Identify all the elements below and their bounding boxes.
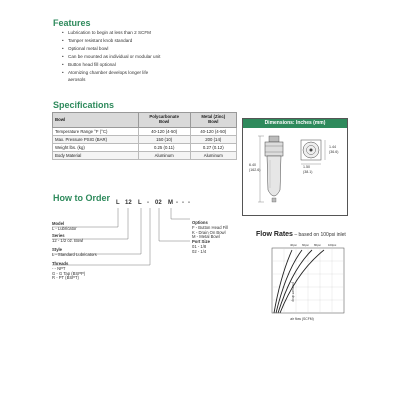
graph-x-label: air flow (SCFM) [290, 317, 314, 321]
flow-rate-graph [262, 240, 352, 325]
spec-cell: Aluminum [138, 152, 190, 160]
order-model [52, 222, 77, 232]
order-style-title: Style [52, 247, 63, 252]
table-row [53, 144, 237, 152]
spec-cell: 200 (14) [190, 136, 236, 144]
feature-item: • Tamper resistant knob standard [62, 37, 232, 45]
dimensions-panel [242, 118, 348, 216]
order-options-line: F - Button Head Fill [192, 224, 229, 230]
dimension-bottom-label: 1.50 (38.1) [303, 165, 313, 174]
spec-header-cell: Metal (Zinc) Bowl [190, 113, 236, 128]
spec-cell: 0.25 (0.11) [138, 144, 190, 152]
order-model-line: L - Lubricator [52, 225, 77, 231]
order-threads-title: Threads [52, 261, 69, 266]
order-style [52, 248, 97, 258]
spec-cell: Weight lbs. (kg) [53, 144, 139, 152]
table-row [53, 152, 237, 160]
graph-y-label: pressure drop [291, 282, 295, 302]
specifications-heading: Specifications [53, 100, 115, 110]
dimension-height-label: 6.40 (162.6) [249, 163, 261, 172]
order-options [192, 221, 228, 240]
feature-item: • Optional metal bowl [62, 45, 232, 53]
order-style-line: L - Standard Lubricators [52, 251, 97, 257]
order-threads-line: - - NPT [52, 265, 66, 271]
feature-item: • Button head fill optional [62, 61, 232, 69]
flow-curve-label: 80psi [314, 243, 321, 247]
order-port-size [192, 240, 210, 254]
code-option: M [168, 200, 173, 206]
features-heading: Features [53, 18, 91, 28]
feature-item: • Can be mounted as individual or modular unit [62, 53, 232, 61]
table-row [53, 136, 237, 144]
features-list [62, 29, 232, 84]
table-row [53, 128, 237, 136]
spec-cell: Temperature Range °F (°C) [53, 128, 139, 136]
spec-cell: Max. Pressure PSIG (BAR) [53, 136, 139, 144]
code-dash-4: - [188, 200, 190, 206]
spec-cell: Aluminum [190, 152, 236, 160]
spec-header-cell: Bowl [53, 113, 139, 128]
spec-cell: 150 (10) [138, 136, 190, 144]
code-style: L [138, 200, 142, 206]
feature-item-continuation: aerosols [68, 77, 86, 82]
order-series-line: 12 - 1/2 oz. Bowl [52, 237, 84, 243]
code-dash-3: - [182, 200, 184, 206]
order-options-line: M - Metal Bowl [192, 234, 220, 240]
flow-rates-title: Flow Rates [256, 231, 293, 238]
spec-header-cell: Polycarbonate Bowl [138, 113, 190, 128]
spec-cell: Body Material [53, 152, 139, 160]
spec-cell: 40-120 (4-50) [138, 128, 190, 136]
order-model-title: Model [52, 221, 65, 226]
feature-item: • Atomizing chamber develops longer life [62, 69, 232, 77]
order-port-size-title: Port Size [192, 239, 210, 244]
order-threads-line: R - PT (BSPT) [52, 275, 79, 281]
flow-curve-label: 40psi [290, 243, 297, 247]
order-threads [52, 262, 85, 281]
code-model: L [116, 200, 120, 206]
order-options-title: Options [192, 220, 208, 225]
flow-curve-label: 100psi [328, 243, 337, 247]
order-threads-line: G - G Tap (BSPP) [52, 270, 86, 276]
dimension-side-label: 1.44 (36.6) [329, 145, 339, 154]
code-dash: - [147, 200, 149, 206]
order-port-size-line: 02 - 1/4 [192, 248, 207, 254]
flow-curve-label: 60psi [302, 243, 309, 247]
code-series: 12 [125, 200, 132, 206]
code-port: 02 [155, 200, 162, 206]
how-to-order-heading: How to Order [53, 193, 111, 203]
spec-cell: 40-120 (4-50) [190, 128, 236, 136]
dimensions-title: Dimensions: Inches (mm) [243, 119, 347, 128]
flow-rates-heading [256, 231, 346, 238]
order-port-size-line: 01 - 1/8 [192, 243, 207, 249]
specifications-table [52, 112, 237, 160]
order-series-title: Series [52, 233, 65, 238]
order-options-line: K - Drain On Bowl [192, 229, 226, 235]
feature-item: • Lubrication to begin at less than 2 SCFM [62, 29, 232, 37]
code-dash-2: - [176, 200, 178, 206]
order-series [52, 234, 83, 244]
flow-rates-subtitle: – based on 100psi inlet [292, 232, 346, 238]
spec-cell: 0.27 (0.12) [190, 144, 236, 152]
